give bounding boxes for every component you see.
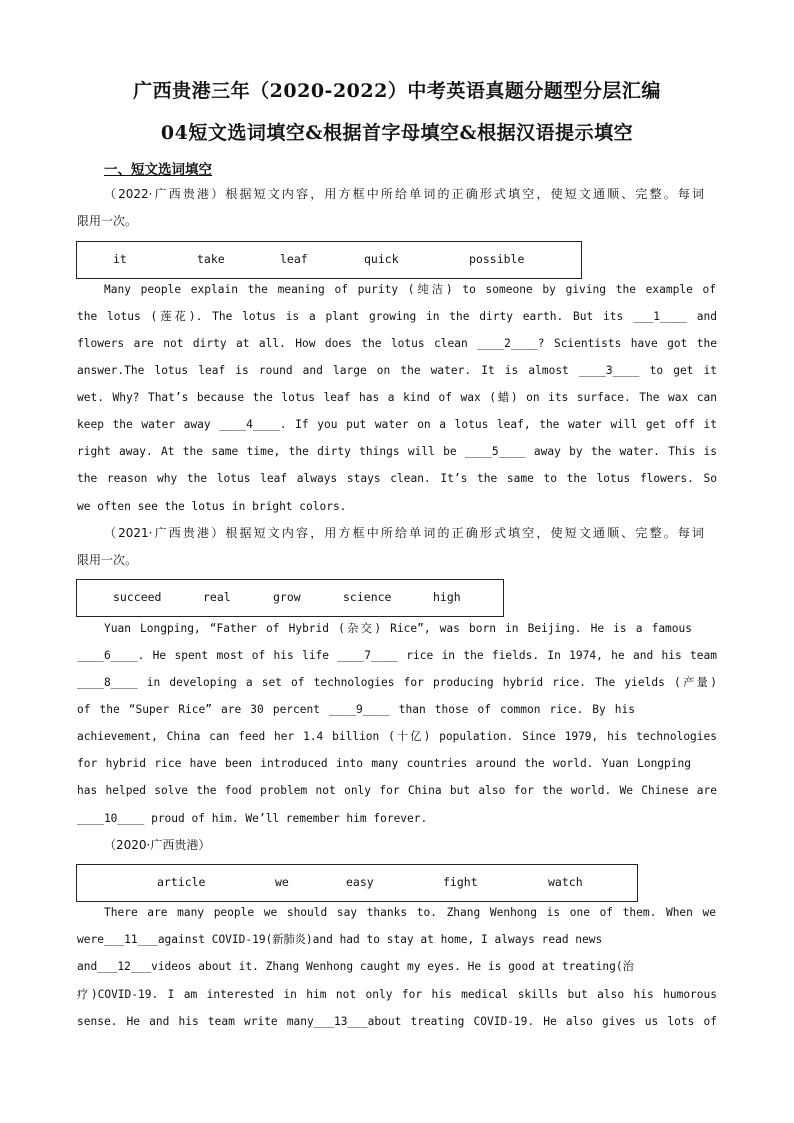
q2021-passage-line: ____8____ in developing a set of technologies for producing hybrid rice. The yields (产量) [77,676,717,689]
word-box-item: article [157,875,206,889]
word-box-item: easy [346,875,374,889]
word-box-item: we [275,875,289,889]
q2021-passage-line: of the “Super Rice” are 30 percent ____9____ than those of common rice. By his [77,703,635,716]
q2020-passage-line: There are many people we should say thanks to. Zhang Wenhong is one of them. When we [104,906,716,919]
word-box-item: succeed [113,590,162,604]
q2021-passage-line: ____6____. He spent most of his life ____7____ rice in the fields. In 1974, he and his team [77,649,717,662]
q2021-passage-line: achievement, China can feed her 1.4 billion (十亿) population. Since 1979, his technologies [77,730,717,743]
q2022-passage-line: the lotus (莲花). The lotus is a plant growing in the dirty earth. But its ___1____ and [77,310,717,323]
word-box-item: grow [273,590,301,604]
q2021-passage-line: ____10____ proud of him. We’ll remember him forever. [77,812,428,825]
q2021-passage-line: has helped solve the food problem not only for China but also for the world. We Chinese are [77,784,717,797]
q2021-intro-line-2: 限用一次。 [77,553,138,567]
q2022-passage-line: answer.The lotus leaf is round and large on the water. It is almost ____3____ to get it [77,364,717,377]
q2020-passage-line: and___12___videos about it. Zhang Wenhong caught my eyes. He is good at treating(治 [77,960,634,973]
q2022-passage-line: right away. At the same time, the dirty things will be ____5____ away by the water. This is [77,445,717,458]
q2022-passage-line: we often see the lotus in bright colors. [77,500,347,513]
word-box-item: science [343,590,392,604]
q2020-passage-line: were___11___against COVID-19(新肺炎)and had to stay at home, I always read news [77,933,603,946]
q2020-passage-line: 疗)COVID-19. I am interested in him not only for his medical skills but also his humorous [77,988,717,1001]
q2022-passage-line: the reason why the lotus leaf always stays clean. It’s the same to the lotus flowers. So [77,472,717,485]
q2021-intro-line-1: （2021·广西贵港）根据短文内容，用方框中所给单词的正确形式填空，使短文通顺、完整。每词 [104,526,704,540]
word-box-item: possible [469,252,525,266]
q2021-passage-line: for hybrid rice have been introduced into many countries around the world. Yuan Longping [77,757,691,770]
q2022-passage-line: wet. Why? That’s because the lotus leaf has a kind of wax (蜡) on its surface. The wax can [77,391,717,404]
word-box-item: quick [364,252,399,266]
q2022-passage-line: flowers are not dirty at all. How does the lotus clean ____2____? Scientists have got the [77,337,717,350]
q2021-word-box [76,579,504,617]
word-box-item: it [113,252,127,266]
document-title: 广西贵港三年（2020-2022）中考英语真题分题型分层汇编 [133,80,661,102]
section-heading [104,158,212,178]
word-box-item: leaf [280,252,308,266]
word-box-item: watch [548,875,583,889]
q2022-passage-line: Many people explain the meaning of purity (纯洁) to someone by giving the example of [104,283,716,296]
q2022-intro-line-2: 限用一次。 [77,214,138,228]
q2021-passage-line: Yuan Longping, “Father of Hybrid (杂交) Rice”, was born in Beijing. He is a famous [104,622,692,635]
q2022-passage-line: keep the water away ____4____. If you put water on a lotus leaf, the water will get off it [77,418,717,431]
section-heading-text: 一、短文选词填空 [104,162,212,178]
word-box-item: take [197,252,225,266]
word-box-item: high [433,590,461,604]
q2022-word-box [76,241,582,279]
word-box-item: real [203,590,231,604]
q2022-intro-line-1: （2022·广西贵港）根据短文内容，用方框中所给单词的正确形式填空，使短文通顺、完整。每词 [104,187,704,201]
document-subtitle: 04短文选词填空&根据首字母填空&根据汉语提示填空 [160,122,634,144]
word-box-item: fight [443,875,478,889]
q2020-intro: （2020·广西贵港） [104,838,211,852]
q2020-word-box [76,864,638,902]
q2020-passage-line: sense. He and his team write many___13___about treating COVID-19. He also gives us lots of [77,1015,717,1028]
